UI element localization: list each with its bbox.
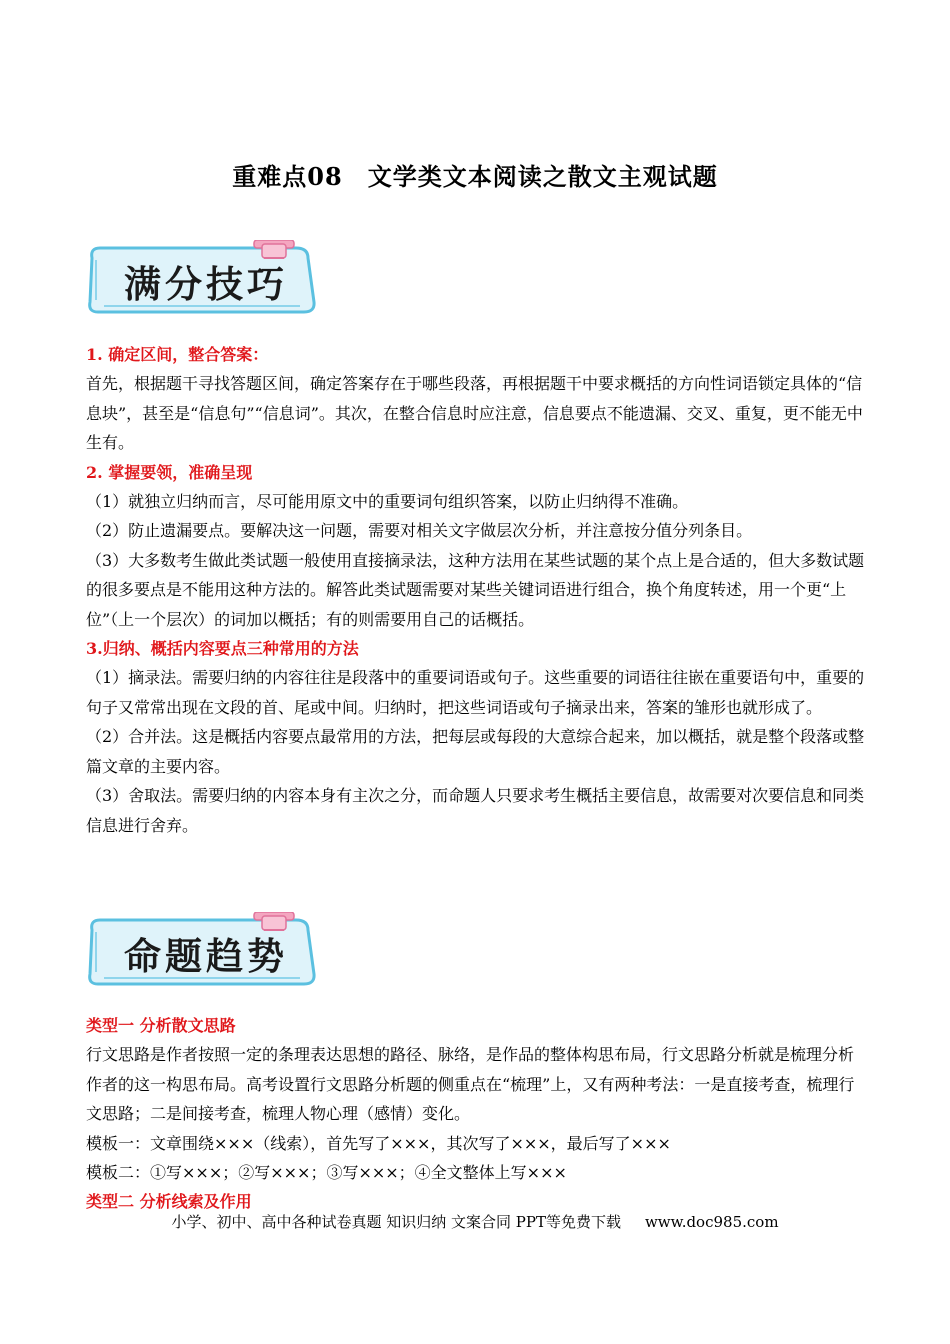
section-heading: 类型二 分析线索及作用 (86, 1192, 252, 1212)
section-heading: 1. 确定区间，整合答案： (86, 345, 269, 364)
paragraph: （3）大多数考生做此类试题一般使用直接摘录法，这种方法用在某些试题的某个点上是合适的，但大多数试题的很多要点是不能用这种方法的。解答此类试题需要对某些关键词语进行组合，换个角度转述，用一个更“上位”（上一个层次）的词加以概括；有的则需要用自己的话概括。 (86, 550, 865, 629)
page-title: 重难点08 文学类文本阅读之散文主观试题 (232, 162, 718, 191)
paragraph: （1）就独立归纳而言，尽可能用原文中的重要词句组织答案，以防止归纳得不准确。 (86, 492, 689, 512)
section-heading: 3.归纳、概括内容要点三种常用的方法 (86, 639, 359, 659)
banner-trends (86, 912, 318, 988)
paragraph: 模板二：①写×××；②写×××；③写×××；④全文整体上写××× (86, 1163, 567, 1183)
section-heading: 类型一 分析散文思路 (86, 1016, 236, 1035)
paragraph: （2）防止遗漏要点。要解决这一问题，需要对相关文字做层次分析，并注意按分值分列条目。 (86, 521, 753, 541)
paragraph: （3）舍取法。需要归纳的内容本身有主次之分，而命题人只要求考生概括主要信息，故需要对次要信息和同类信息进行舍弃。 (86, 786, 865, 835)
banner-skills-text: 满分技巧 (124, 262, 288, 306)
banner-skills (86, 240, 318, 316)
paragraph: 模板一：文章围绕×××（线索），首先写了×××，其次写了×××，最后写了××× (86, 1133, 671, 1153)
section-heading: 2. 掌握要领，准确呈现 (86, 462, 253, 482)
section-trends (86, 1011, 866, 1217)
banner-trends-text: 命题趋势 (124, 934, 288, 978)
paragraph: （1）摘录法。需要归纳的内容往往是段落中的重要词语或句子。这些重要的词语往往嵌在重要语句中，重要的句子又常常出现在文段的首、尾或中间。归纳时，把这些词语或句子摘录出来，答案的雏形也就形成了。 (86, 668, 865, 717)
paragraph: （2）合并法。这是概括内容要点最常用的方法，把每层或每段的大意综合起来，加以概括，就是整个段落或整篇文章的主要内容。 (86, 727, 865, 776)
footer (0, 1211, 950, 1232)
paragraph: 行文思路是作者按照一定的条理表达思想的路径、脉络，是作品的整体构思布局，行文思路分析就是梳理分析作者的这一构思布局。高考设置行文思路分析题的侧重点在“梳理”上，又有两种考法：一是直接考查，梳理行文思路；二是间接考查，梳理人物心理（感情）变化。 (86, 1045, 855, 1124)
footer-text: 小学、初中、高中各种试卷真题 知识归纳 文案合同 PPT等免费下载 (171, 1213, 621, 1231)
footer-link[interactable]: www.doc985.com (644, 1213, 779, 1231)
paragraph: 首先，根据题干寻找答题区间，确定答案存在于哪些段落，再根据题干中要求概括的方向性词语锁定具体的“信息块”，甚至是“信息句”“信息词”。其次，在整合信息时应注意，信息要点不能遗漏、交叉、重复，更不能无中生有。 (86, 374, 863, 453)
section-skills (86, 340, 866, 840)
